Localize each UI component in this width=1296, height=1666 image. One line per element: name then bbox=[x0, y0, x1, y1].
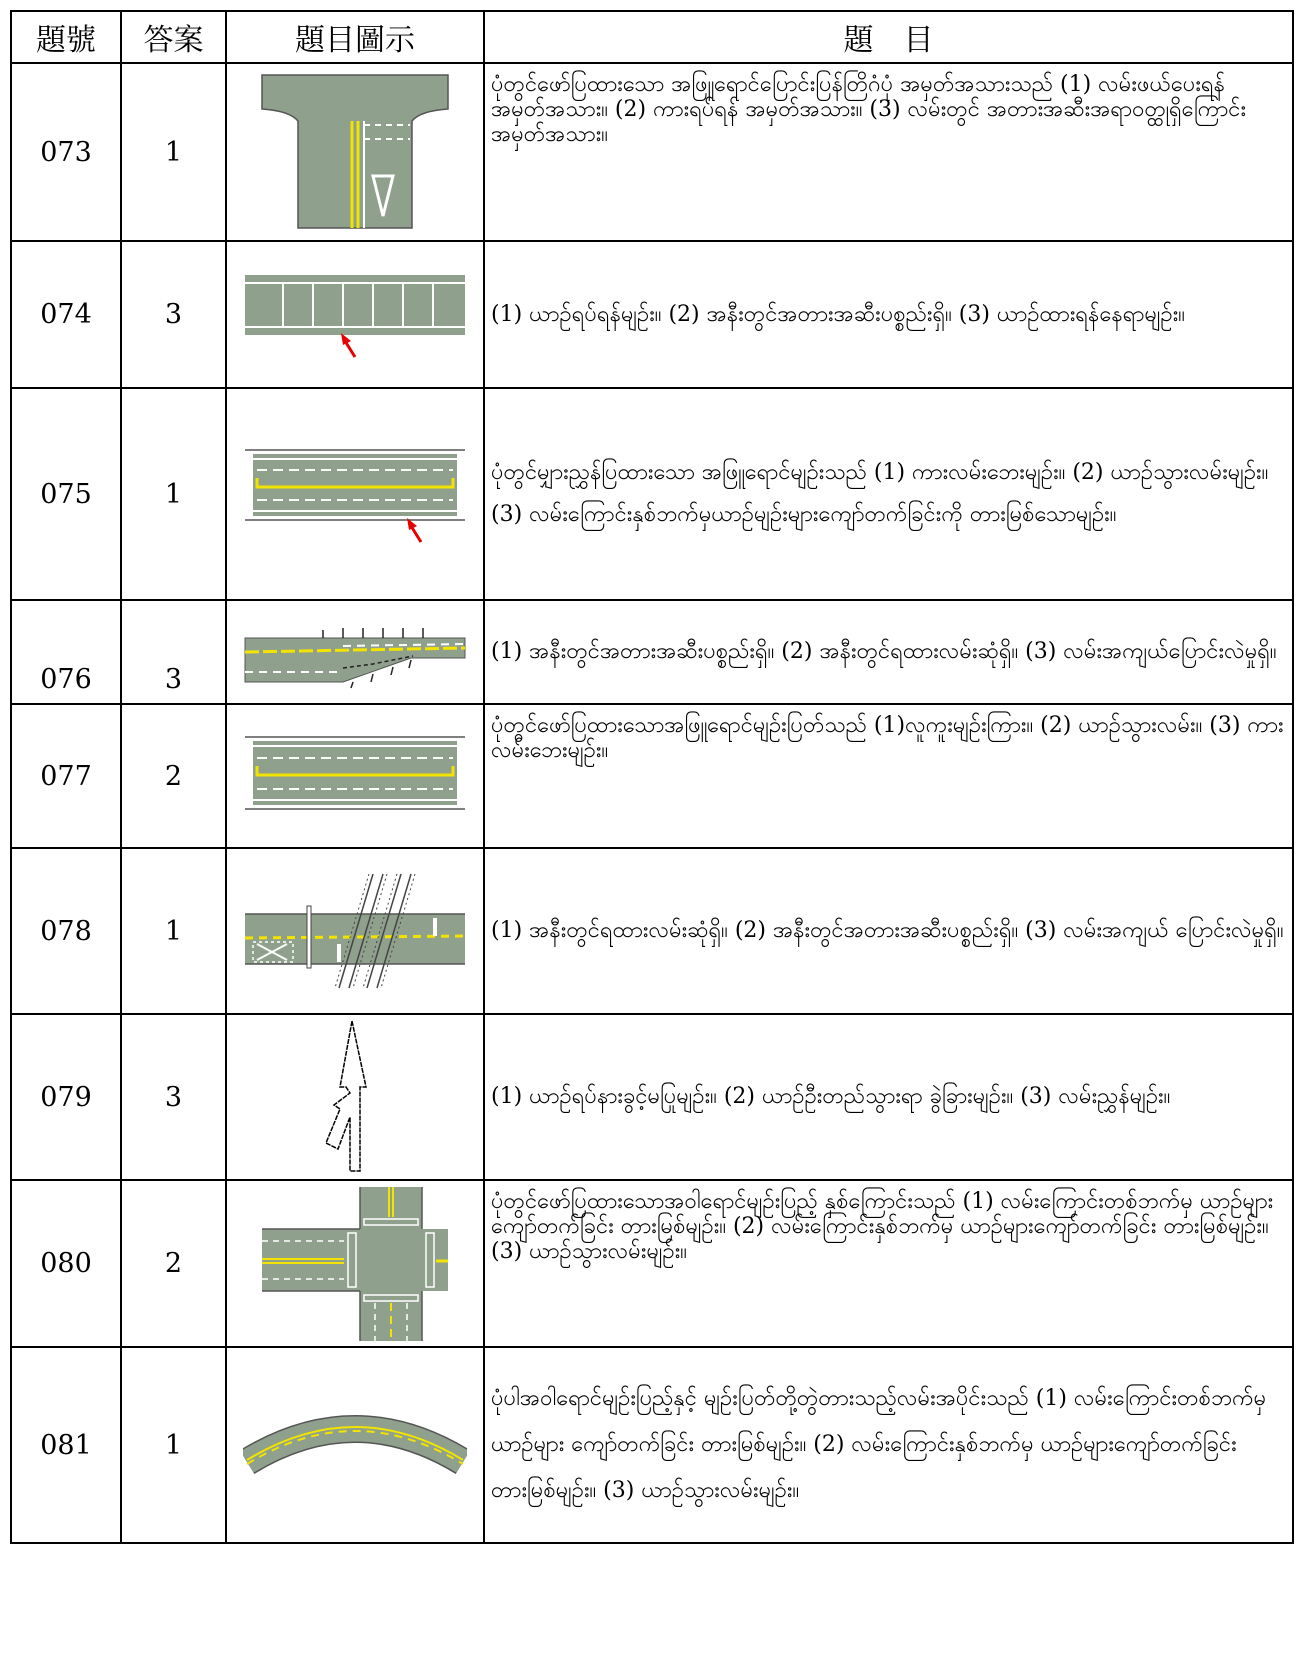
question-number: 079 bbox=[11, 1014, 121, 1180]
answer-cell: 1 bbox=[121, 388, 226, 600]
lane-line-icon bbox=[243, 731, 467, 821]
answer-cell: 2 bbox=[121, 704, 226, 848]
table-header-row bbox=[11, 11, 1293, 63]
figure-cell bbox=[226, 600, 484, 704]
road-merge-triangle-icon bbox=[260, 73, 450, 231]
header-answer: 答案 bbox=[121, 11, 226, 63]
figure-cell bbox=[226, 63, 484, 241]
road-edge-line-icon bbox=[243, 434, 467, 554]
answer-cell: 3 bbox=[121, 241, 226, 388]
question-number: 080 bbox=[11, 1180, 121, 1347]
answer-cell: 1 bbox=[121, 63, 226, 241]
header-figure: 題目圖示 bbox=[226, 11, 484, 63]
question-text: (1) အနီးတွင်အတားအဆီးပစ္စည်းရှိ။ (2) အနီးတွင်ရထားလမ်းဆုံရှိ။ (3) လမ်းအကျယ်ပြောင်းလဲမှုရှိ။ bbox=[484, 600, 1293, 704]
question-text: ပုံတွင်ဖော်ပြထားသောအဝါရောင်မျဉ်းပြည့် နှစ်ကြောင်းသည် (1) လမ်းကြောင်းတစ်ဘက်မှ ယာဉ်များ ကျော်တက်ခြင်း တားမြစ်မျဉ်း။ (2) လမ်းကြောင်းနှစ်ဘက်မှ ယာဉ်များကျော်တက်ခြင်း တားမြစ်မျဉ်း။ (3) ယာဉ်သွားလမ်းမျဉ်း။ bbox=[484, 1180, 1293, 1347]
railway-crossing-icon bbox=[243, 866, 467, 996]
question-text: ပုံတွင်မျှားညွှန်ပြထားသော အဖြူရောင်မျဉ်းသည် (1) ကားလမ်းဘေးမျဉ်း။ (2) ယာဉ်သွားလမ်းမျဉ်း။ (3) လမ်းကြောင်းနှစ်ဘက်မှယာဉ်မျဉ်းများကျော်တက်ခြင်းကို တားမြစ်သောမျဉ်း။ bbox=[484, 388, 1293, 600]
question-text: ပုံပါအဝါရောင်မျဉ်းပြည့်နှင့် မျဉ်းပြတ်တို့တွဲတားသည့်လမ်းအပိုင်းသည် (1) လမ်းကြောင်းတစ်ဘက်မှ ယာဉ်များ ကျော်တက်ခြင်း တားမြစ်မျဉ်း။ (2) လမ်းကြောင်းနှစ်ဘက်မှ ယာဉ်များကျော်တက်ခြင်း တားမြစ်မျဉ်း။ (3) ယာဉ်သွားလမ်းမျဉ်း။ bbox=[484, 1347, 1293, 1543]
answer-cell: 3 bbox=[121, 600, 226, 704]
figure-cell bbox=[226, 1347, 484, 1543]
question-text: (1) ယာဉ်ရပ်ရန်မျဉ်း။ (2) အနီးတွင်အတားအဆီးပစ္စည်းရှိ။ (3) ယာဉ်ထားရန်နေရာမျဉ်း။ bbox=[484, 241, 1293, 388]
lane-shift-icon bbox=[243, 612, 467, 692]
answer-cell: 2 bbox=[121, 1180, 226, 1347]
answer-cell: 1 bbox=[121, 848, 226, 1014]
figure-cell bbox=[226, 388, 484, 600]
table-row bbox=[11, 1180, 1293, 1347]
intersection-yellow-lines-icon bbox=[260, 1185, 450, 1343]
question-text: ပုံတွင်ဖော်ပြထားသောအဖြူရောင်မျဉ်းပြတ်သည် (1)လူကူးမျဉ်းကြား။ (2) ယာဉ်သွားလမ်း။ (3) ကားလမ်းဘေးမျဉ်း။ bbox=[484, 704, 1293, 848]
question-table bbox=[10, 10, 1294, 1544]
table-row bbox=[11, 704, 1293, 848]
question-number: 077 bbox=[11, 704, 121, 848]
straight-left-arrow-icon bbox=[310, 1017, 400, 1177]
table-row bbox=[11, 1014, 1293, 1180]
table-row bbox=[11, 848, 1293, 1014]
table-row bbox=[11, 241, 1293, 388]
question-number: 078 bbox=[11, 848, 121, 1014]
question-number: 073 bbox=[11, 63, 121, 241]
figure-cell bbox=[226, 1180, 484, 1347]
header-number: 題號 bbox=[11, 11, 121, 63]
table-row bbox=[11, 63, 1293, 241]
figure-cell bbox=[226, 704, 484, 848]
question-text: ပုံတွင်ဖော်ပြထားသော အဖြူရောင်ပြောင်းပြန်တြိဂံပုံ အမှတ်အသားသည် (1) လမ်းဖယ်ပေးရန် အမှတ်အသား။ (2) ကားရပ်ရန် အမှတ်အသား။ (3) လမ်းတွင် အတားအဆီးအရာဝတ္ထုရှိကြောင်း အမှတ်အသား။ bbox=[484, 63, 1293, 241]
table-row bbox=[11, 600, 1293, 704]
figure-cell bbox=[226, 848, 484, 1014]
question-number: 076 bbox=[11, 600, 121, 704]
curved-road-yellow-lines-icon bbox=[243, 1400, 467, 1490]
question-number: 074 bbox=[11, 241, 121, 388]
table-row bbox=[11, 1347, 1293, 1543]
table-row bbox=[11, 388, 1293, 600]
header-question: 題 目 bbox=[484, 11, 1293, 63]
answer-cell: 3 bbox=[121, 1014, 226, 1180]
question-number: 075 bbox=[11, 388, 121, 600]
answer-cell: 1 bbox=[121, 1347, 226, 1543]
figure-cell bbox=[226, 1014, 484, 1180]
question-number: 081 bbox=[11, 1347, 121, 1543]
question-text: (1) အနီးတွင်ရထားလမ်းဆုံရှိ။ (2) အနီးတွင်အတားအဆီးပစ္စည်းရှိ။ (3) လမ်းအကျယ် ပြောင်းလဲမှုရှိ။ bbox=[484, 848, 1293, 1014]
parking-bays-icon bbox=[243, 265, 467, 365]
question-text: (1) ယာဉ်ရပ်နားခွင့်မပြုမျဉ်း။ (2) ယာဉ်ဦးတည်သွားရာ ခွဲခြားမျဉ်း။ (3) လမ်းညွှန်မျဉ်း။ bbox=[484, 1014, 1293, 1180]
figure-cell bbox=[226, 241, 484, 388]
